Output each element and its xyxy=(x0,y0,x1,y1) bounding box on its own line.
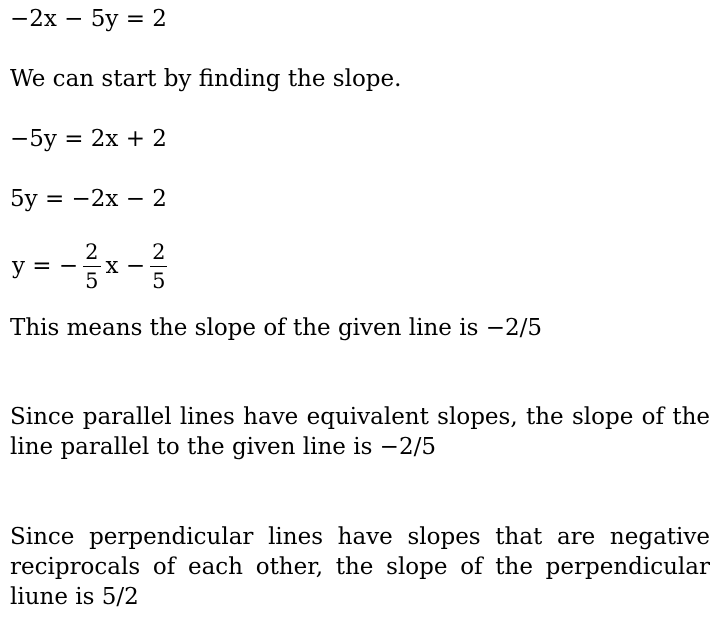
intro-text: We can start by finding the slope. xyxy=(10,66,402,92)
fraction-2 xyxy=(150,240,167,293)
equation-step-2: 5y = −2x − 2 xyxy=(10,186,167,212)
given-equation: −2x − 5y = 2 xyxy=(10,6,167,32)
equation-step-3-lhs: y = − xyxy=(12,253,79,279)
parallel-paragraph: Since parallel lines have equivalent slopes, the slope of the line parallel to the given line is −2/5 xyxy=(10,404,710,460)
fraction-1-denominator: 5 xyxy=(85,268,99,293)
equation-step-1: −5y = 2x + 2 xyxy=(10,126,167,152)
fraction-1 xyxy=(83,240,100,293)
fraction-2-numerator: 2 xyxy=(150,240,167,267)
fraction-1-numerator: 2 xyxy=(83,240,100,267)
equation-step-3 xyxy=(10,236,170,296)
equation-step-3-mid: x − xyxy=(105,253,146,279)
perpendicular-paragraph: Since perpendicular lines have slopes that are negative reciprocals of each other, the slope of the perpendicular liune is 5/2 xyxy=(10,524,710,610)
slope-given-text: This means the slope of the given line is −2/5 xyxy=(10,315,542,341)
fraction-2-denominator: 5 xyxy=(152,268,166,293)
